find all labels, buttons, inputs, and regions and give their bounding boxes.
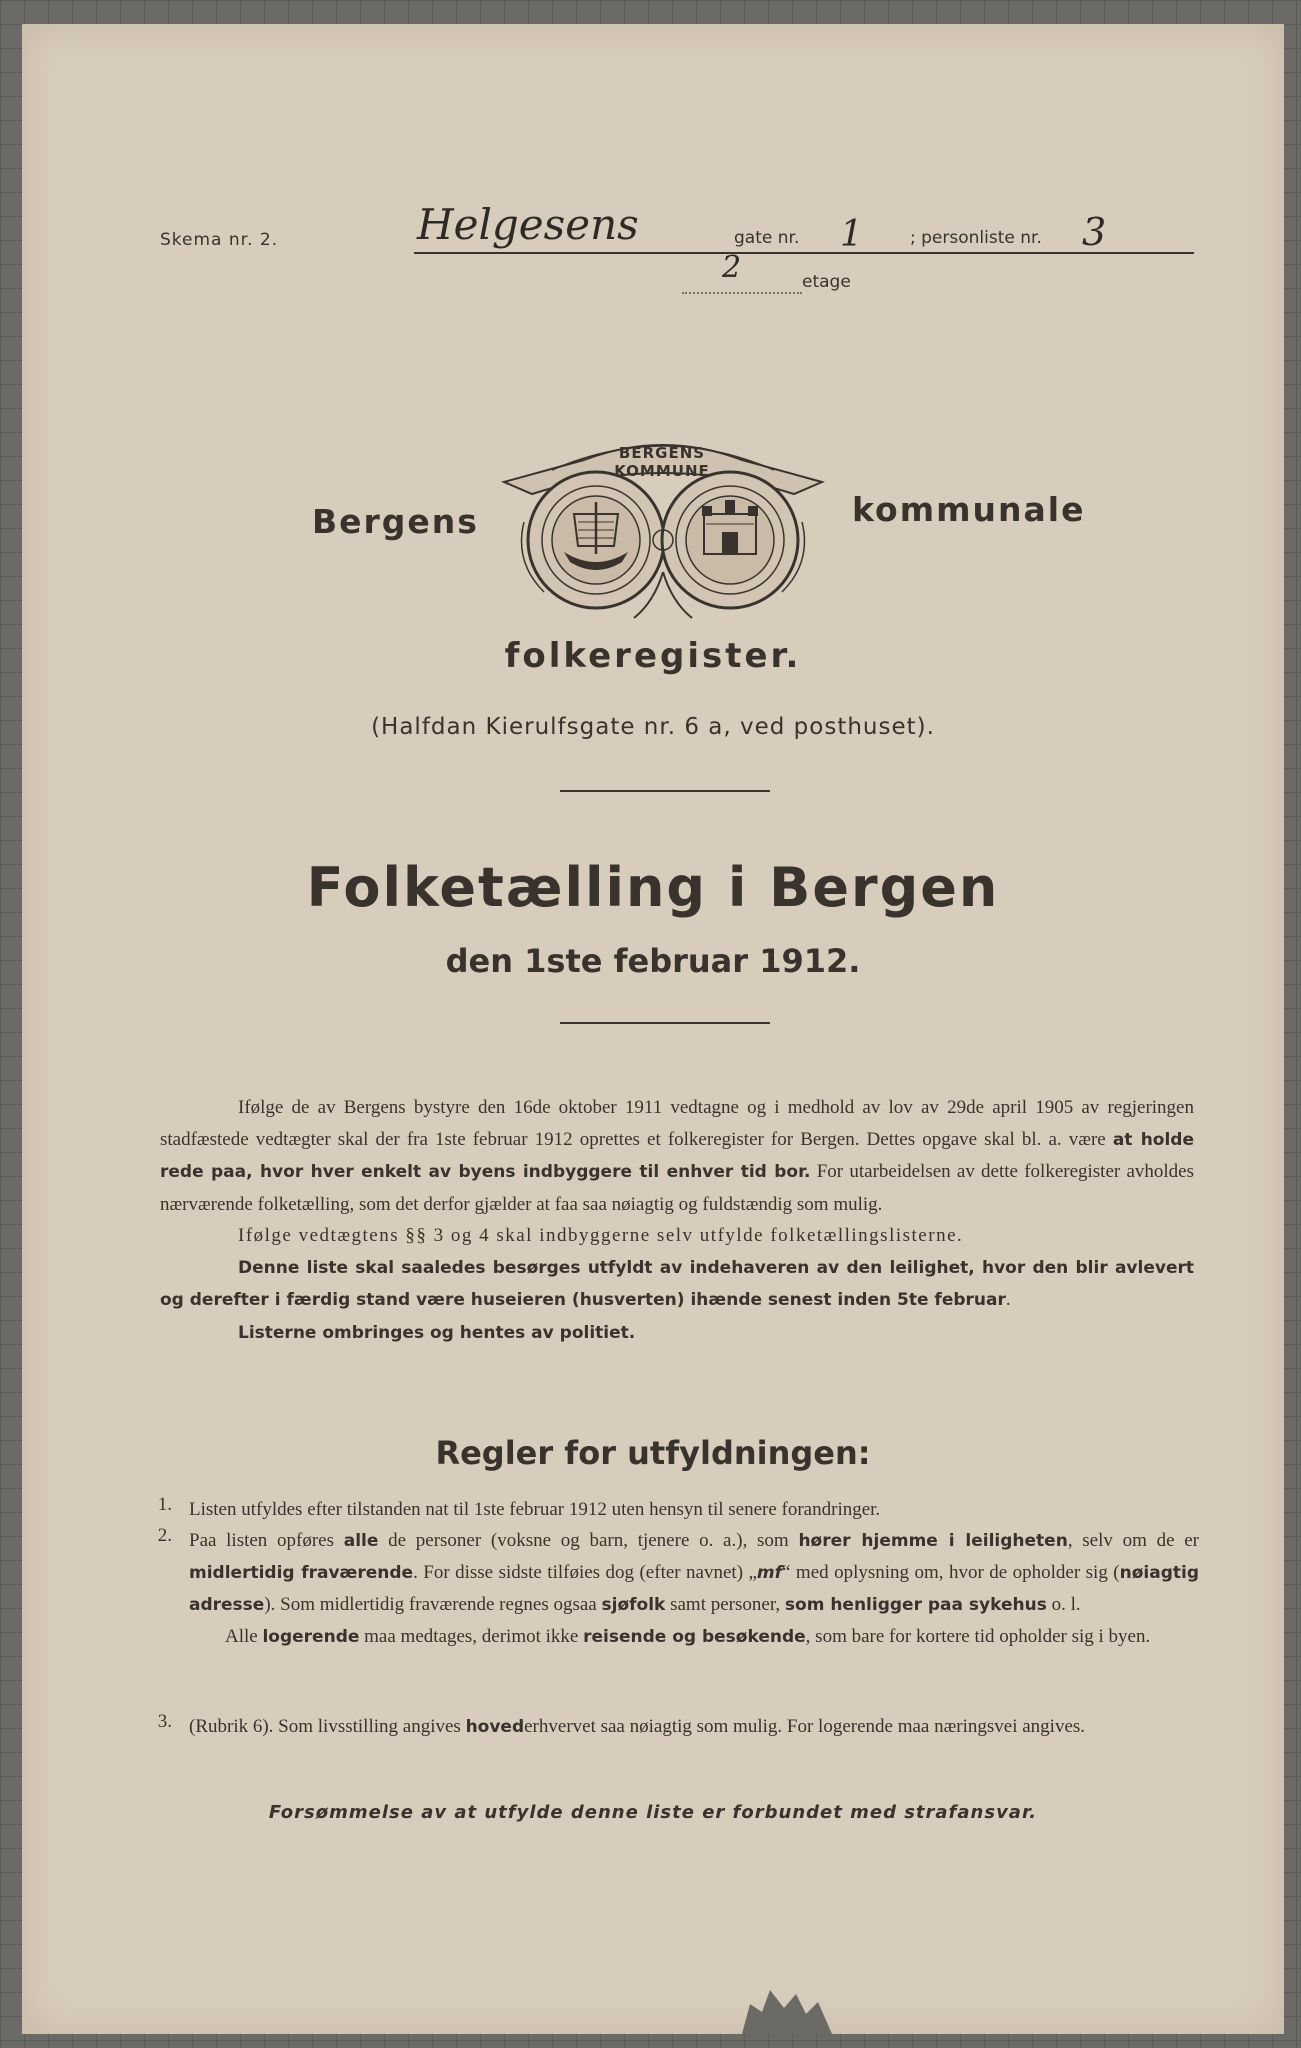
bergen-municipal-seal bbox=[494, 422, 832, 632]
seal-banner-text: BERGENS KOMMUNE bbox=[614, 444, 710, 480]
r2-part: , selv om de er bbox=[1067, 1530, 1200, 1551]
r2-part: “ med oplysning om, hvor de opholder sig ( bbox=[782, 1562, 1120, 1583]
r2-part: ). Som midlertidig fraværende regnes ogsaa bbox=[264, 1594, 602, 1615]
masthead-right-word: kommunale bbox=[852, 490, 1086, 529]
intro-paragraph-2 bbox=[160, 1220, 1194, 1252]
etage-dotted-line bbox=[682, 292, 802, 294]
street-name-handwritten: Helgesens bbox=[417, 200, 639, 249]
r2-part: Paa listen opføres bbox=[189, 1530, 344, 1551]
census-form-page bbox=[22, 24, 1284, 2034]
rule-2-text bbox=[189, 1525, 1199, 1653]
intro-text-block bbox=[160, 1092, 1194, 1349]
rule-2-continuation bbox=[189, 1621, 1199, 1653]
torn-paper-edge bbox=[742, 1984, 832, 2034]
r2-bold: sjøfolk bbox=[601, 1595, 666, 1615]
personliste-label: ; personliste nr. bbox=[910, 228, 1042, 248]
personliste-number-handwritten: 3 bbox=[1082, 210, 1107, 254]
register-word: folkeregister. bbox=[504, 636, 802, 676]
r2-bold: alle bbox=[343, 1531, 379, 1551]
schema-label: Skema nr. 2. bbox=[160, 230, 279, 250]
intro-paragraph-1 bbox=[160, 1092, 1194, 1220]
r2-bold: midlertidig fraværende bbox=[189, 1563, 414, 1583]
intro-paragraph-3 bbox=[160, 1252, 1194, 1317]
header-underline bbox=[414, 252, 1194, 254]
r2-part: de personer (voksne og barn, tjenere o. a.), som bbox=[378, 1530, 799, 1551]
intro-p4-emphasis: Listerne ombringes og hentes av politiet. bbox=[238, 1322, 636, 1343]
title-date: den 1ste februar 1912. bbox=[445, 942, 861, 980]
etage-label: etage bbox=[802, 272, 851, 292]
rules-heading: Regler for utfyldningen: bbox=[435, 1434, 871, 1472]
r2b-part: Alle bbox=[225, 1626, 263, 1647]
r2-bold: som henligger paa sykehus bbox=[784, 1595, 1047, 1615]
intro-p1-end: For utarbeidelsen av dette folkeregister avholdes nærværende folketælling, som det derfor gjælder at faa saa nøiagtig og fuldstændig som mulig. bbox=[160, 1161, 1194, 1215]
rule-3-text bbox=[189, 1711, 1199, 1743]
r3-part: erhvervet saa nøiagtig som mulig. For logerende maa næringsvei angives. bbox=[524, 1716, 1086, 1737]
rule-1-text: Listen utfyldes efter tilstanden nat til 1ste februar 1912 uten hensyn til senere forandringer. bbox=[189, 1499, 881, 1520]
r2b-bold: reisende og besøkende bbox=[583, 1627, 806, 1647]
tear-mark-icon bbox=[742, 1984, 832, 2034]
r2b-bold: logerende bbox=[262, 1627, 360, 1647]
gate-label: gate nr. bbox=[734, 228, 800, 248]
intro-p3-emphasis: Denne liste skal saaledes besørges utfyldt av indehaveren av den leilighet, hvor den blir avlevert og derefter i færdig stand være huseieren (husverten) ihænde senest inden 5te februar bbox=[160, 1257, 1194, 1310]
masthead-left-word: Bergens bbox=[312, 502, 479, 541]
penalty-warning: Forsømmelse av at utfylde denne liste er forbundet med strafansvar. bbox=[268, 1802, 1038, 1823]
rule-3-number: 3. bbox=[157, 1711, 172, 1732]
intro-p2-text: Ifølge vedtægtens §§ 3 og 4 skal indbyggerne selv utfylde folketællingslisterne. bbox=[238, 1225, 964, 1246]
rule-2-number: 2. bbox=[157, 1525, 172, 1546]
r2-part: samt personer, bbox=[665, 1594, 785, 1615]
gate-number-handwritten: 1 bbox=[840, 214, 863, 255]
register-address: (Halfdan Kierulfsgate nr. 6 a, ved posthuset). bbox=[371, 714, 935, 740]
intro-p1-emphasis: at holde rede paa, hvor hver enkelt av byens indbyggere til enhver tid bor. bbox=[160, 1129, 1195, 1182]
r3-part: (Rubrik 6). Som livsstilling angives bbox=[189, 1716, 466, 1737]
r2-bold: nøiagtig adresse bbox=[189, 1563, 1199, 1615]
intro-paragraph-4 bbox=[160, 1317, 1194, 1350]
r2-bold: mf bbox=[756, 1563, 783, 1583]
r3-bold: hoved bbox=[465, 1717, 525, 1737]
bottom-divider bbox=[560, 1022, 770, 1024]
r2-part: o. l. bbox=[1046, 1594, 1081, 1615]
main-title: Folketælling i Bergen bbox=[306, 856, 1000, 919]
rule-1-number: 1. bbox=[157, 1494, 172, 1515]
r2-part: . For disse sidste tilføies dog (efter navnet) „ bbox=[413, 1562, 757, 1583]
rules-list bbox=[142, 1494, 1212, 1794]
intro-p3-end: . bbox=[1005, 1289, 1011, 1310]
r2b-part: , som bare for kortere tid opholder sig i byen. bbox=[805, 1626, 1151, 1647]
intro-p1-start: Ifølge de av Bergens bystyre den 16de oktober 1911 vedtagne og i medhold av lov av 29de april 1905 av regjeringen stadfæstede vedtægter skal der fra 1ste februar 1912 oprettes et folkeregister for Bergen. Dettes opgave skal bl. a. være bbox=[160, 1097, 1194, 1150]
r2-bold: hører hjemme i leiligheten bbox=[798, 1531, 1068, 1551]
etage-number-handwritten: 2 bbox=[722, 250, 742, 285]
top-divider bbox=[560, 790, 770, 792]
r2b-part: maa medtages, derimot ikke bbox=[359, 1626, 584, 1647]
